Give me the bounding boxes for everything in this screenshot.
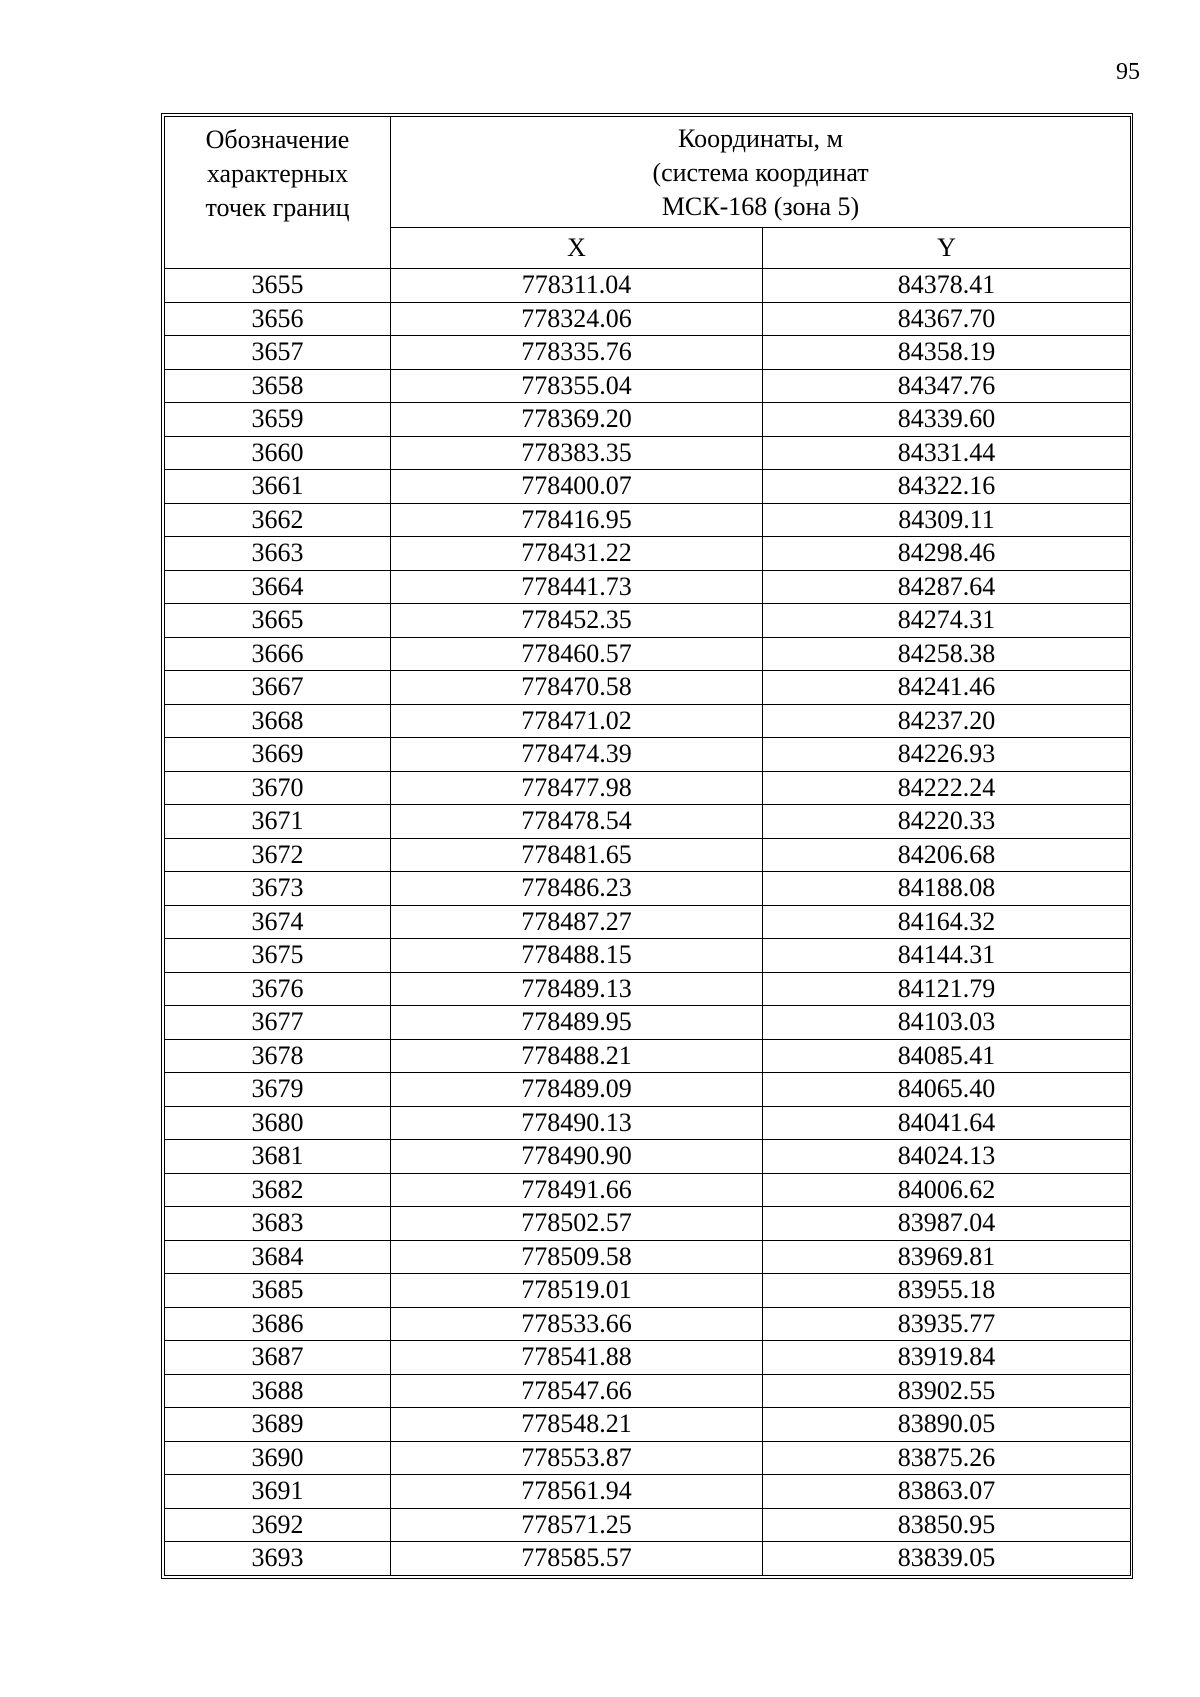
point-cell: 3691 [165, 1475, 391, 1509]
table-row [165, 771, 1131, 805]
point-cell: 3666 [165, 637, 391, 671]
table-row [165, 939, 1131, 973]
x-cell: 778489.13 [391, 972, 763, 1006]
x-cell: 778541.88 [391, 1341, 763, 1375]
point-cell: 3688 [165, 1374, 391, 1408]
y-cell: 84287.64 [763, 570, 1131, 604]
x-cell: 778474.39 [391, 738, 763, 772]
x-cell: 778486.23 [391, 872, 763, 906]
x-cell: 778488.21 [391, 1039, 763, 1073]
x-cell: 778471.02 [391, 704, 763, 738]
y-cell: 83890.05 [763, 1408, 1131, 1442]
table-row [165, 537, 1131, 571]
header-coords-line-1: Координаты, м [678, 124, 843, 153]
y-cell: 83935.77 [763, 1307, 1131, 1341]
y-cell: 84164.32 [763, 905, 1131, 939]
y-cell: 84258.38 [763, 637, 1131, 671]
point-cell: 3687 [165, 1341, 391, 1375]
table-row [165, 872, 1131, 906]
y-cell: 84103.03 [763, 1006, 1131, 1040]
table-row [165, 336, 1131, 370]
y-cell: 84274.31 [763, 604, 1131, 638]
y-cell: 84237.20 [763, 704, 1131, 738]
y-cell: 84144.31 [763, 939, 1131, 973]
y-cell: 84322.16 [763, 470, 1131, 504]
point-cell: 3683 [165, 1207, 391, 1241]
header-designation-line-1: Обозначение [205, 125, 350, 154]
table-row [165, 838, 1131, 872]
point-cell: 3690 [165, 1441, 391, 1475]
point-cell: 3670 [165, 771, 391, 805]
point-cell: 3667 [165, 671, 391, 705]
point-cell: 3659 [165, 403, 391, 437]
table-row [165, 1341, 1131, 1375]
x-cell: 778502.57 [391, 1207, 763, 1241]
table-row [165, 470, 1131, 504]
x-cell: 778470.58 [391, 671, 763, 705]
table-row [165, 436, 1131, 470]
header-x: X [391, 228, 763, 269]
table-row [165, 369, 1131, 403]
point-cell: 3668 [165, 704, 391, 738]
x-cell: 778490.90 [391, 1140, 763, 1174]
y-cell: 83839.05 [763, 1542, 1131, 1576]
x-cell: 778561.94 [391, 1475, 763, 1509]
y-cell: 84041.64 [763, 1106, 1131, 1140]
y-cell: 84085.41 [763, 1039, 1131, 1073]
x-cell: 778509.58 [391, 1240, 763, 1274]
y-cell: 84206.68 [763, 838, 1131, 872]
header-y: Y [763, 228, 1131, 269]
header-point-designation [165, 117, 391, 269]
table-row [165, 1240, 1131, 1274]
y-cell: 84378.41 [763, 269, 1131, 303]
x-cell: 778452.35 [391, 604, 763, 638]
x-cell: 778533.66 [391, 1307, 763, 1341]
x-cell: 778355.04 [391, 369, 763, 403]
point-cell: 3679 [165, 1073, 391, 1107]
point-cell: 3662 [165, 503, 391, 537]
point-cell: 3685 [165, 1274, 391, 1308]
point-cell: 3689 [165, 1408, 391, 1442]
table-row [165, 972, 1131, 1006]
coordinates-table [164, 116, 1131, 1576]
point-cell: 3678 [165, 1039, 391, 1073]
x-cell: 778481.65 [391, 838, 763, 872]
table-row [165, 637, 1131, 671]
table-row [165, 1039, 1131, 1073]
x-cell: 778335.76 [391, 336, 763, 370]
header-coords-line-3: МСК-168 (зона 5) [661, 192, 860, 221]
table-row [165, 905, 1131, 939]
x-cell: 778490.13 [391, 1106, 763, 1140]
header-coordinates [391, 117, 1131, 228]
table-row [165, 738, 1131, 772]
y-cell: 84367.70 [763, 302, 1131, 336]
table-row [165, 1006, 1131, 1040]
table-row [165, 1173, 1131, 1207]
table-row [165, 503, 1131, 537]
x-cell: 778488.15 [391, 939, 763, 973]
point-cell: 3673 [165, 872, 391, 906]
point-cell: 3664 [165, 570, 391, 604]
point-cell: 3674 [165, 905, 391, 939]
y-cell: 84309.11 [763, 503, 1131, 537]
y-cell: 84121.79 [763, 972, 1131, 1006]
x-cell: 778489.95 [391, 1006, 763, 1040]
table-row [165, 671, 1131, 705]
point-cell: 3677 [165, 1006, 391, 1040]
point-cell: 3655 [165, 269, 391, 303]
point-cell: 3657 [165, 336, 391, 370]
table-row [165, 1106, 1131, 1140]
point-cell: 3676 [165, 972, 391, 1006]
point-cell: 3663 [165, 537, 391, 571]
header-coords-line-2: (система координат [652, 158, 869, 187]
y-cell: 84358.19 [763, 336, 1131, 370]
table-row [165, 805, 1131, 839]
table-row [165, 1073, 1131, 1107]
header-designation-line-3: точек границ [205, 193, 350, 222]
table-header [165, 117, 1131, 269]
x-cell: 778441.73 [391, 570, 763, 604]
point-cell: 3692 [165, 1508, 391, 1542]
y-cell: 84222.24 [763, 771, 1131, 805]
y-cell: 84347.76 [763, 369, 1131, 403]
point-cell: 3682 [165, 1173, 391, 1207]
table-row [165, 302, 1131, 336]
table-row [165, 1274, 1131, 1308]
x-cell: 778491.66 [391, 1173, 763, 1207]
point-cell: 3665 [165, 604, 391, 638]
point-cell: 3660 [165, 436, 391, 470]
x-cell: 778324.06 [391, 302, 763, 336]
y-cell: 84226.93 [763, 738, 1131, 772]
x-cell: 778477.98 [391, 771, 763, 805]
y-cell: 83863.07 [763, 1475, 1131, 1509]
table-row [165, 1508, 1131, 1542]
y-cell: 84241.46 [763, 671, 1131, 705]
y-cell: 84331.44 [763, 436, 1131, 470]
table-row [165, 704, 1131, 738]
table-row [165, 1408, 1131, 1442]
x-cell: 778400.07 [391, 470, 763, 504]
x-cell: 778571.25 [391, 1508, 763, 1542]
y-cell: 83875.26 [763, 1441, 1131, 1475]
point-cell: 3681 [165, 1140, 391, 1174]
y-cell: 84065.40 [763, 1073, 1131, 1107]
table-row [165, 1307, 1131, 1341]
point-cell: 3680 [165, 1106, 391, 1140]
y-cell: 83919.84 [763, 1341, 1131, 1375]
x-cell: 778547.66 [391, 1374, 763, 1408]
table-row [165, 1207, 1131, 1241]
y-cell: 83987.04 [763, 1207, 1131, 1241]
y-cell: 84024.13 [763, 1140, 1131, 1174]
point-cell: 3671 [165, 805, 391, 839]
x-cell: 778311.04 [391, 269, 763, 303]
table-row [165, 1542, 1131, 1576]
y-cell: 84220.33 [763, 805, 1131, 839]
table-row [165, 1475, 1131, 1509]
y-cell: 83902.55 [763, 1374, 1131, 1408]
x-cell: 778519.01 [391, 1274, 763, 1308]
x-cell: 778431.22 [391, 537, 763, 571]
y-cell: 84339.60 [763, 403, 1131, 437]
x-cell: 778383.35 [391, 436, 763, 470]
x-cell: 778460.57 [391, 637, 763, 671]
y-cell: 84298.46 [763, 537, 1131, 571]
point-cell: 3656 [165, 302, 391, 336]
point-cell: 3672 [165, 838, 391, 872]
x-cell: 778487.27 [391, 905, 763, 939]
point-cell: 3661 [165, 470, 391, 504]
x-cell: 778489.09 [391, 1073, 763, 1107]
y-cell: 84006.62 [763, 1173, 1131, 1207]
point-cell: 3684 [165, 1240, 391, 1274]
coordinates-table-frame [161, 113, 1133, 1579]
x-cell: 778369.20 [391, 403, 763, 437]
table-row [165, 604, 1131, 638]
table-row [165, 403, 1131, 437]
table-row [165, 1140, 1131, 1174]
table-row [165, 1441, 1131, 1475]
point-cell: 3675 [165, 939, 391, 973]
point-cell: 3686 [165, 1307, 391, 1341]
table-row [165, 1374, 1131, 1408]
x-cell: 778478.54 [391, 805, 763, 839]
x-cell: 778553.87 [391, 1441, 763, 1475]
point-cell: 3693 [165, 1542, 391, 1576]
x-cell: 778585.57 [391, 1542, 763, 1576]
x-cell: 778416.95 [391, 503, 763, 537]
point-cell: 3669 [165, 738, 391, 772]
y-cell: 83955.18 [763, 1274, 1131, 1308]
table-body [165, 269, 1131, 1576]
page-number: 95 [1116, 59, 1140, 85]
point-cell: 3658 [165, 369, 391, 403]
table-row [165, 570, 1131, 604]
y-cell: 84188.08 [763, 872, 1131, 906]
table-row [165, 269, 1131, 303]
y-cell: 83969.81 [763, 1240, 1131, 1274]
header-designation-line-2: характерных [206, 159, 349, 188]
y-cell: 83850.95 [763, 1508, 1131, 1542]
x-cell: 778548.21 [391, 1408, 763, 1442]
